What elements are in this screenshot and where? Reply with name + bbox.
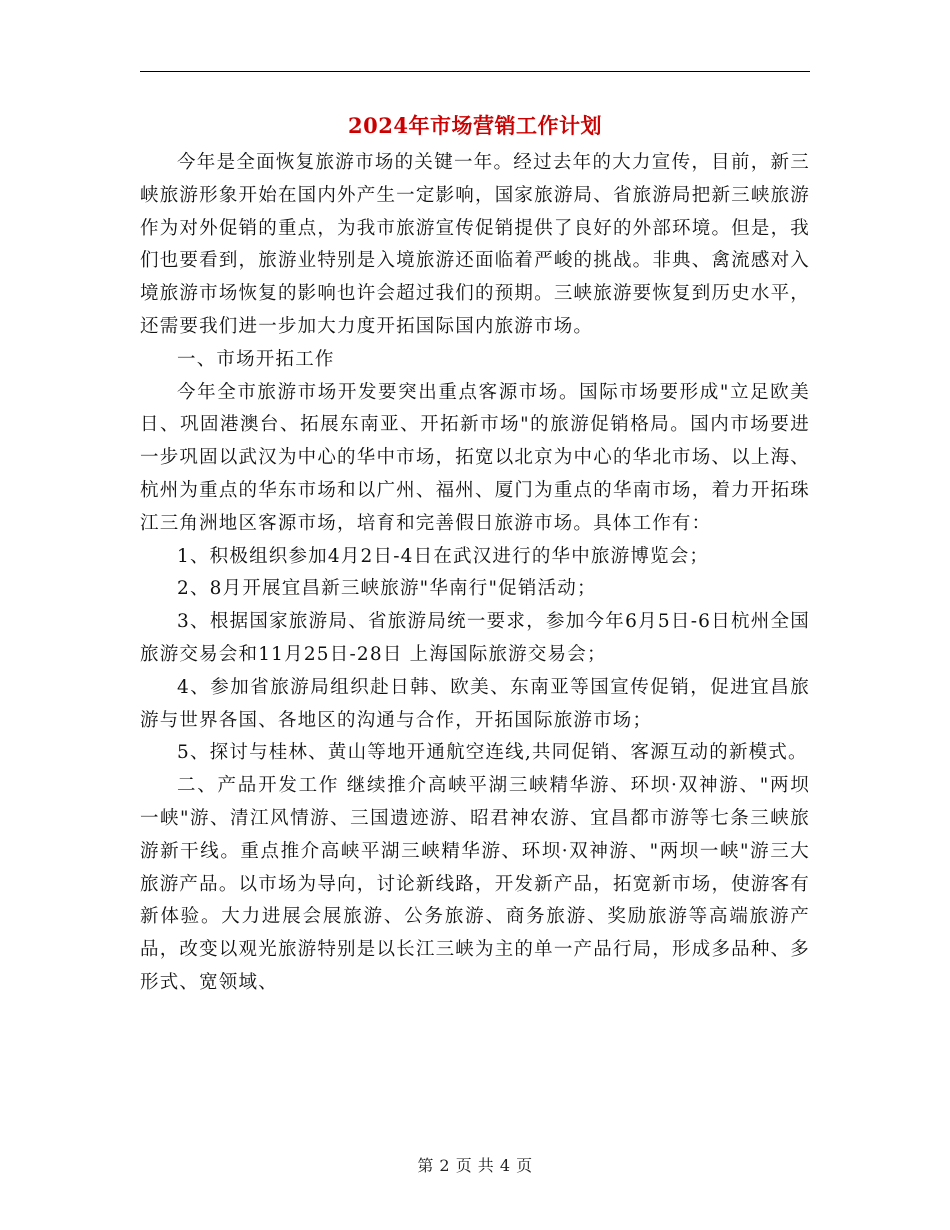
document-body <box>140 147 810 1000</box>
list-item-5: 5、探讨与桂林、黄山等地开通航空连线,共同促销、客源互动的新模式。 <box>177 742 808 764</box>
list-item-4: 4、参加省旅游局组织赴日韩、欧美、东南亚等国宣传促销，促进宜昌旅游与世界各国、各地区的沟通与合作，开拓国际旅游市场； <box>140 676 810 731</box>
document-title: 2024年市场营销工作计划 <box>348 113 602 138</box>
list-item-2: 2、8月开展宜昌新三峡旅游"华南行"促销活动； <box>177 578 597 600</box>
list-item-3: 3、根据国家旅游局、省旅游局统一要求，参加今年6月5日-6日杭州全国旅游交易会和11月25日-28日 上海国际旅游交易会； <box>140 611 810 665</box>
section-heading-market: 一、市场开拓工作 <box>177 348 335 370</box>
header-rule <box>140 71 810 72</box>
paragraph-intro: 今年是全面恢复旅游市场的关键一年。经过去年的大力宣传，目前，新三峡旅游形象开始在国内外产生一定影响，国家旅游局、省旅游局把新三峡旅游作为对外促销的重点，为我市旅游宣传促销提供了良好的外部环境。但是，我们也要看到，旅游业特别是入境旅游还面临着严峻的挑战。非典、禽流感对入境旅游市场恢复的影响也许会超过我们的预期。三峡旅游要恢复到历史水平，还需要我们进一步加大力度开拓国际国内旅游市场。 <box>140 152 810 337</box>
list-item-1: 1、积极组织参加4月2日-4日在武汉进行的华中旅游博览会； <box>177 545 710 567</box>
paragraph-market-development: 今年全市旅游市场开发要突出重点客源市场。国际市场要形成"立足欧美日、巩固港澳台、拓展东南亚、开拓新市场"的旅游促销格局。国内市场要进一步巩固以武汉为中心的华中市场，拓宽以北京为中心的华北市场、以上海、杭州为重点的华东市场和以广州、福州、厦门为重点的华南市场，着力开拓珠江三角洲地区客源市场，培育和完善假日旅游市场。具体工作有： <box>140 381 810 534</box>
paragraph-product-development: 二、产品开发工作 继续推介高峡平湖三峡精华游、环坝·双神游、"两坝一峡"游、清江风情游、三国遗迹游、昭君神农游、宜昌都市游等七条三峡旅游新干线。重点推介高峡平湖三峡精华游、环坝·双神游、"两坝一峡"游三大旅游产品。以市场为导向，讨论新线路，开发新产品，拓宽新市场，使游客有新体验。大力进展会展旅游、公务旅游、商务旅游、奖励旅游等高端旅游产品，改变以观光旅游特别是以长江三峡为主的单一产品行局，形成多品种、多形式、宽领域、 <box>140 775 810 993</box>
page-number: 第 2 页 共 4 页 <box>417 1156 533 1175</box>
